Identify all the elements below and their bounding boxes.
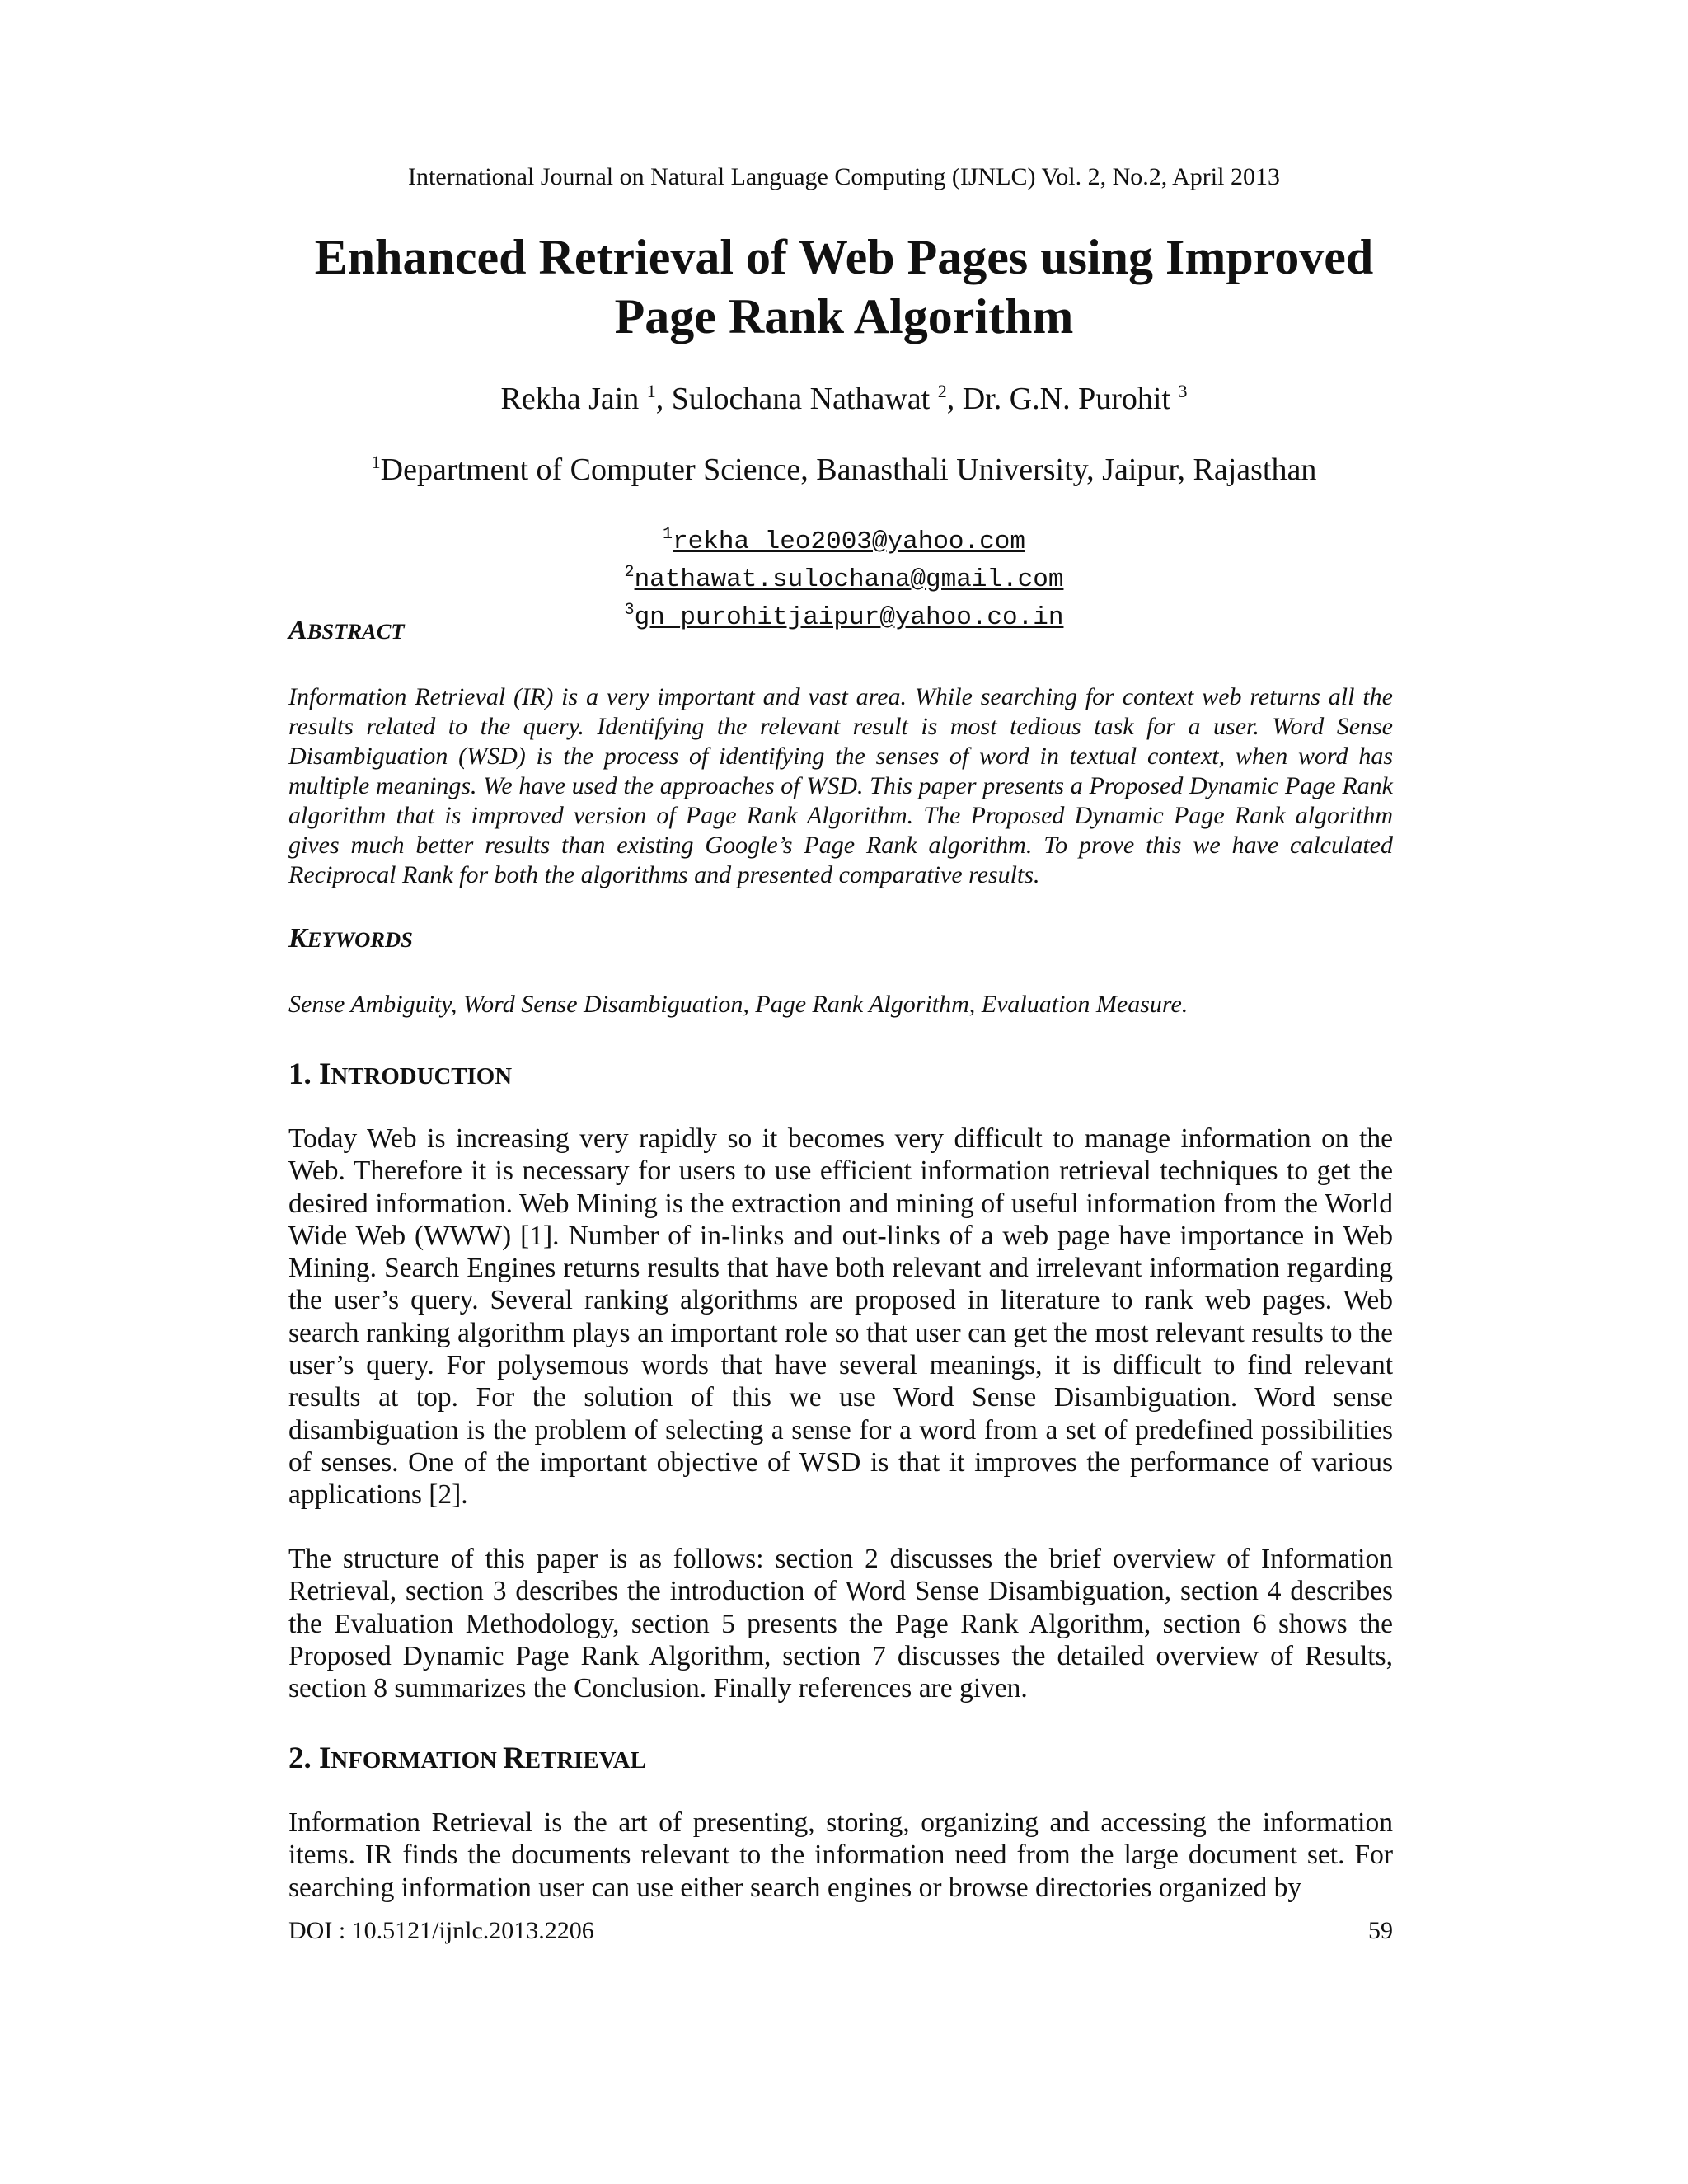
author-separator: , <box>946 382 963 416</box>
section-number: 1. <box>288 1057 319 1091</box>
heading-initial: I <box>319 1057 331 1091</box>
keywords-heading <box>288 923 413 954</box>
abstract-heading <box>288 615 405 646</box>
paper-title <box>0 227 1688 346</box>
title-line-1: Enhanced Retrieval of Web Pages using Improved <box>314 230 1374 284</box>
affiliation <box>0 452 1688 488</box>
abstract-text: Information Retrieval (IR) is a very important and vast area. While searching for context web returns all the results related to the query. Identifying the relevant result is most tedious task for a user. Word Sense Disambiguation (WSD) is the process of identifying the senses of word in textual context, when word has multiple meanings. We have used the approaches of WSD. This paper presents a Proposed Dynamic Page Rank algorithm that is improved version of Page Rank Algorithm. The Proposed Dynamic Page Rank algorithm gives much better results than existing Google’s Page Rank algorithm. To prove this we have calculated Reciprocal Rank for both the algorithms and presented comparative results. <box>288 683 1393 888</box>
email-mark: 1 <box>663 525 673 544</box>
email-mark: 3 <box>624 601 635 620</box>
section-heading-introduction <box>288 1057 512 1092</box>
heading-initial: A <box>288 615 307 645</box>
heading-initial: R <box>503 1741 525 1775</box>
section-heading-information-retrieval <box>288 1741 646 1776</box>
author-name: Rekha Jain <box>500 382 640 416</box>
email-address: gn_purohitjaipur@yahoo.co.in <box>634 603 1064 632</box>
section-number: 2. <box>288 1741 319 1775</box>
email-address: nathawat.sulochana@gmail.com <box>634 565 1064 594</box>
author-mark: 2 <box>937 381 947 401</box>
heading-initial: K <box>288 923 307 954</box>
author-separator: , <box>655 382 672 416</box>
author-mark: 3 <box>1178 381 1188 401</box>
email-link[interactable] <box>0 557 1688 595</box>
page-number: 59 <box>1368 1917 1393 1944</box>
heading-rest: ETRIEVAL <box>524 1747 646 1774</box>
keywords-text: Sense Ambiguity, Word Sense Disambiguation, Page Rank Algorithm, Evaluation Measure. <box>288 991 1189 1018</box>
email-link[interactable] <box>0 519 1688 557</box>
introduction-paragraph-1: Today Web is increasing very rapidly so it becomes very difficult to manage information on the Web. Therefore it is necessary for users to use efficient information retrieval techniques to get the desired information. Web Mining is the extraction and mining of useful information from the World Wide Web (WWW) [1]. Number of in-links and out-links of a web page have importance in Web Mining. Search Engines returns results that have both relevant and irrelevant information regarding the user’s query. Several ranking algorithms are proposed in literature to rank web pages. Web search ranking algorithm plays an important role so that user can get the most relevant results to the user’s query. For polysemous words that have several meanings, it is difficult to find relevant results at top. For the solution of this we use Word Sense Disambiguation. Word sense disambiguation is the problem of selecting a sense for a word from a set of predefined possibilities of senses. One of the important objective of WSD is that it improves the performance of various applications [2]. <box>288 1123 1393 1511</box>
author-name: Sulochana Nathawat <box>671 382 931 416</box>
heading-rest: EYWORDS <box>307 927 413 952</box>
heading-rest: NTRODUCTION <box>331 1063 513 1090</box>
email-list <box>0 519 1688 633</box>
heading-rest: NFORMATION <box>331 1747 504 1774</box>
author-name: Dr. G.N. Purohit <box>962 382 1170 416</box>
footer-doi: DOI : 10.5121/ijnlc.2013.2206 <box>288 1917 594 1944</box>
affiliation-text: Department of Computer Science, Banasthali University, Jaipur, Rajasthan <box>380 452 1317 487</box>
email-address: rekha_leo2003@yahoo.com <box>673 527 1025 556</box>
affiliation-mark: 1 <box>371 452 381 472</box>
information-retrieval-paragraph-1: Information Retrieval is the art of presenting, storing, organizing and accessing the information items. IR finds the documents relevant to the information need from the large document set. For searching information user can use either search engines or browse directories organized by <box>288 1807 1393 1903</box>
heading-rest: BSTRACT <box>307 619 405 644</box>
email-mark: 2 <box>624 563 635 582</box>
heading-initial: I <box>319 1741 331 1775</box>
email-link[interactable] <box>0 595 1688 633</box>
author-list <box>0 381 1688 417</box>
journal-header: International Journal on Natural Language Computing (IJNLC) Vol. 2, No.2, April 2013 <box>408 163 1280 190</box>
author-mark: 1 <box>646 381 656 401</box>
introduction-paragraph-2: The structure of this paper is as follows: section 2 discusses the brief overview of Information Retrieval, section 3 describes the introduction of Word Sense Disambiguation, section 4 describes the Evaluation Methodology, section 5 presents the Page Rank Algorithm, section 6 shows the Proposed Dynamic Page Rank Algorithm, section 7 discusses the detailed overview of Results, section 8 summarizes the Conclusion. Finally references are given. <box>288 1544 1393 1704</box>
title-line-2: Page Rank Algorithm <box>614 289 1074 344</box>
